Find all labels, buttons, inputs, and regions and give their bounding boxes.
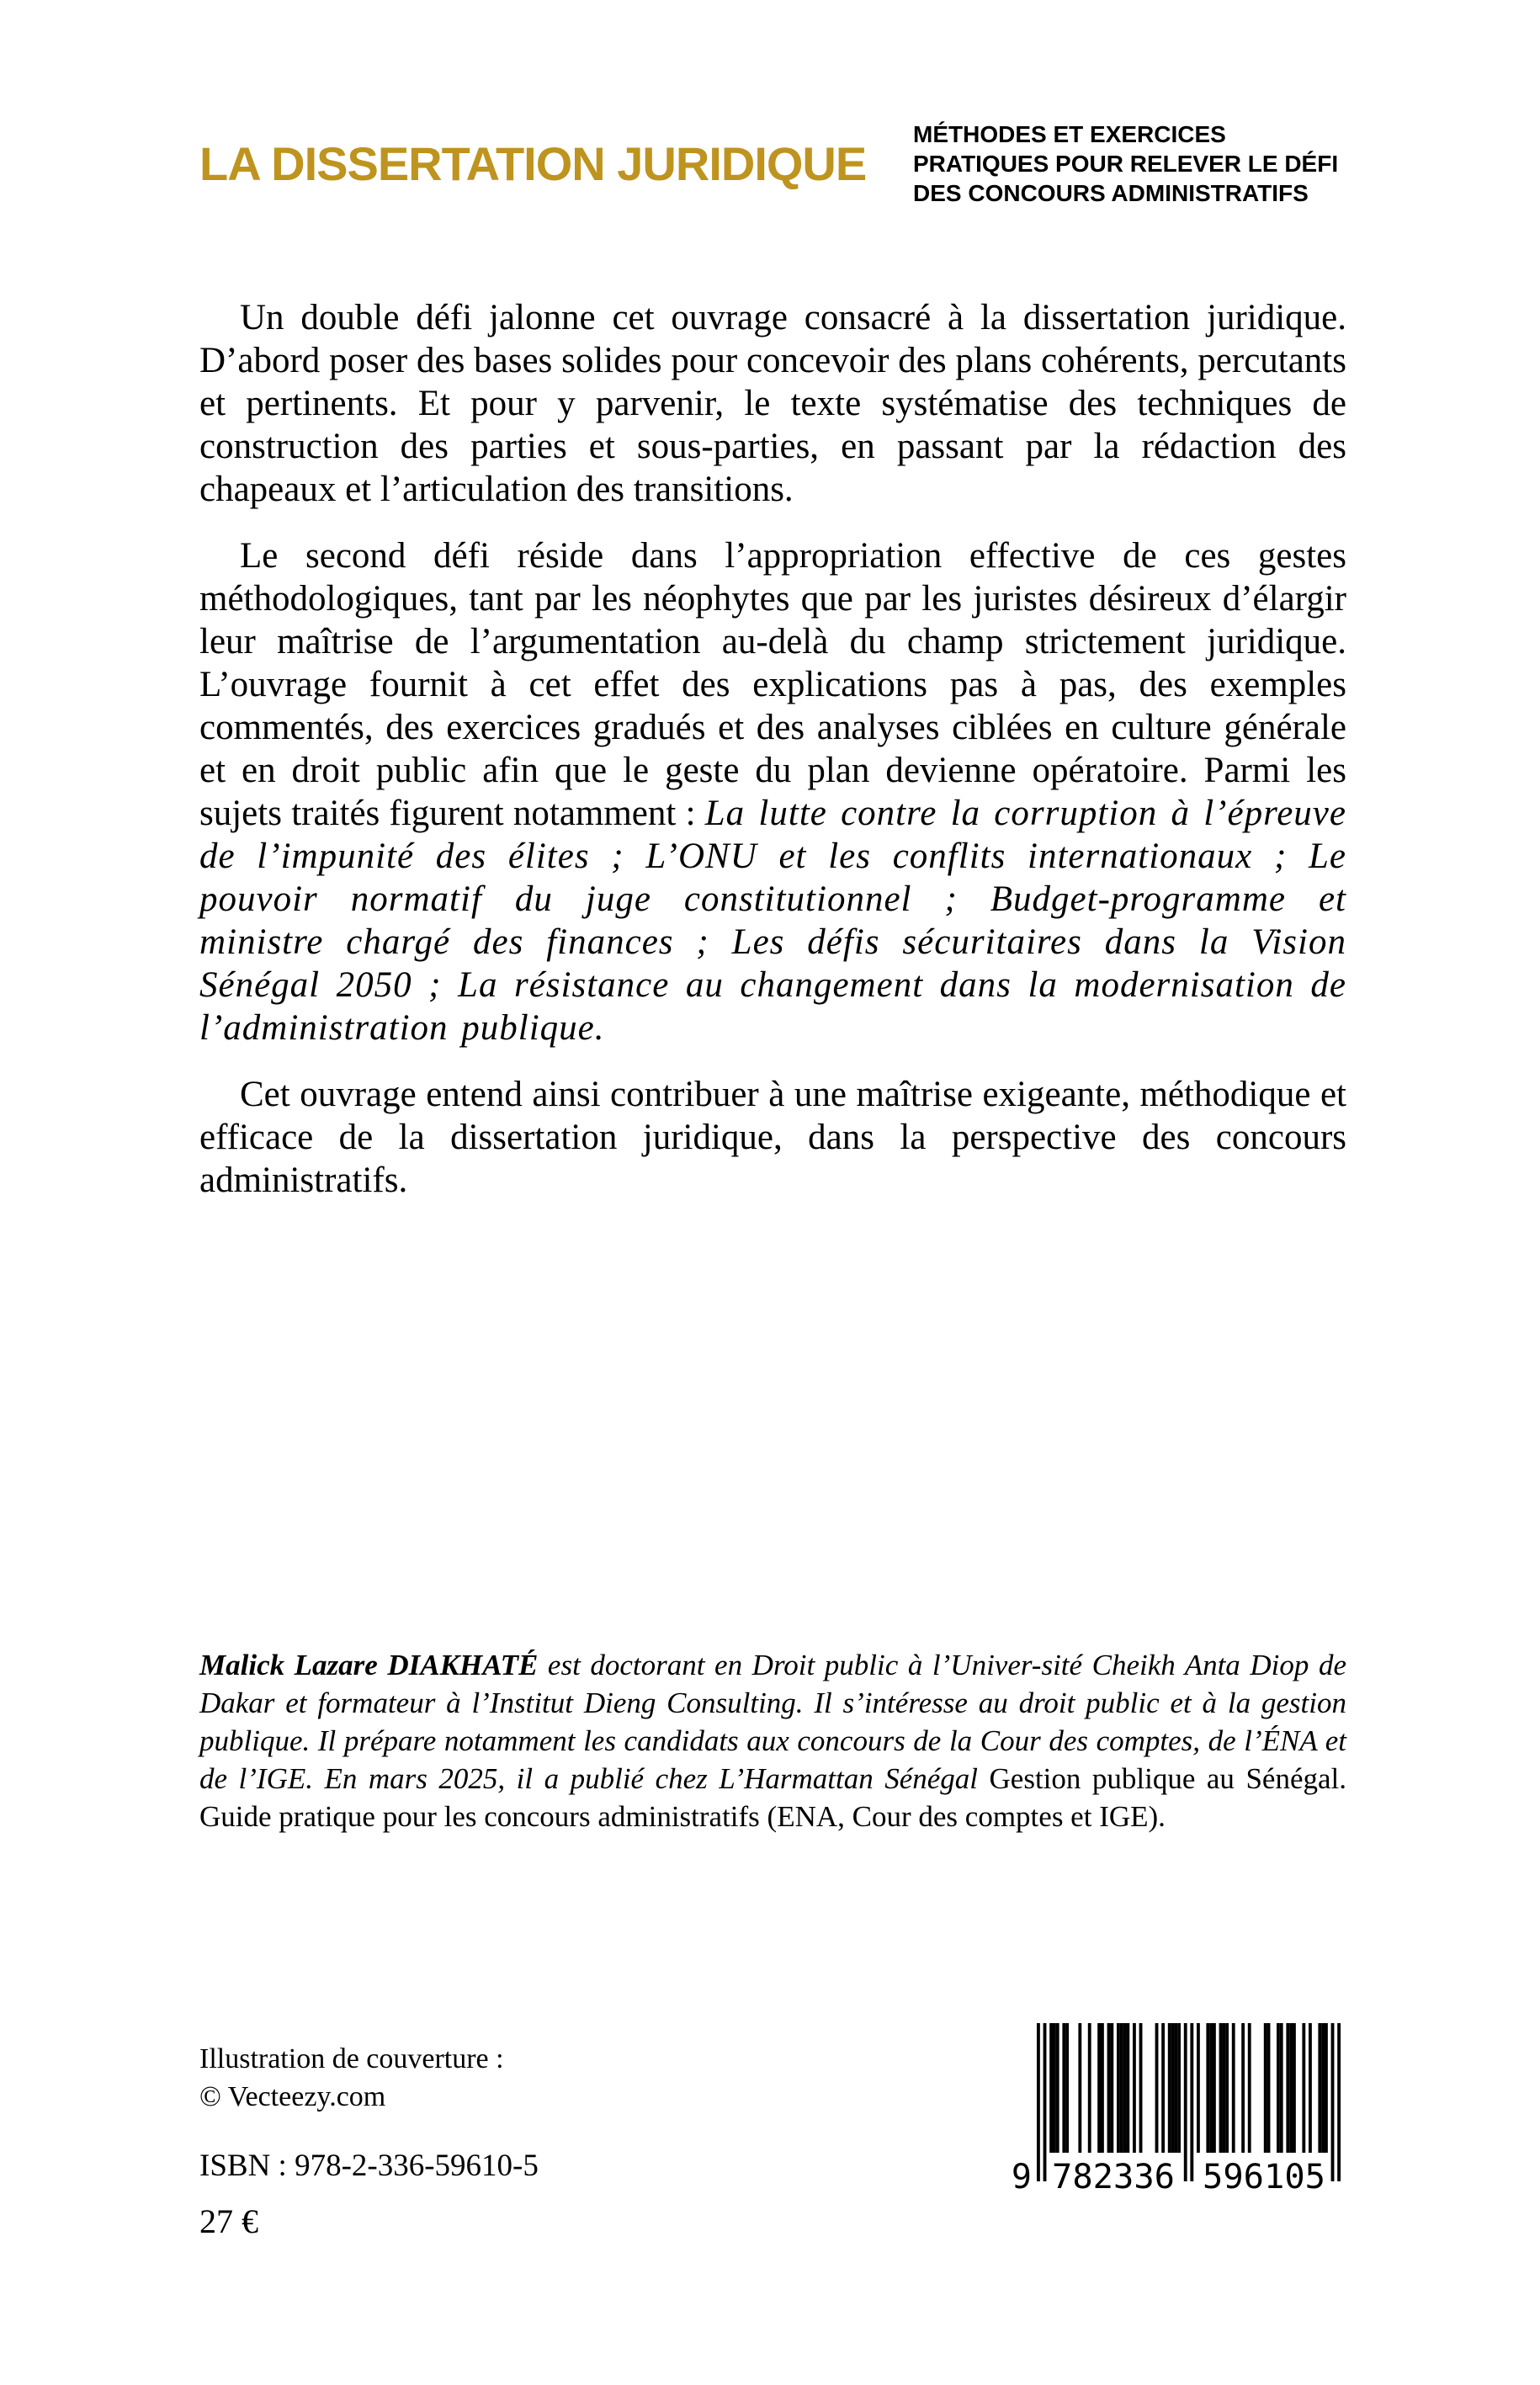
barcode-digits-left: 782336	[1052, 2158, 1175, 2193]
subtitle-line-1: MÉTHODES ET EXERCICES	[913, 121, 1226, 147]
book-subtitle	[913, 120, 1346, 208]
header	[199, 120, 1346, 208]
barcode	[1006, 2023, 1346, 2193]
paragraph-2-roman: Le second défi réside dans l’appropriation effective de ces gestes méthodologiques, tant par les néophytes que par les juristes désireux d’élargir leur maîtrise de l’argumentation au-delà du champ strictement juridique. L’ouvrage fournit à cet effet des explications pas à pas, des exemples commentés, des exercices gradués et des analyses ciblées en culture générale et en droit public afin que le geste du plan devienne opératoire. Parmi les sujets traités figurent notamment :	[199, 536, 1346, 833]
book-title: LA DISSERTATION JURIDIQUE	[199, 137, 867, 190]
illustration-credit-line-1: Illustration de couverture :	[199, 2043, 504, 2074]
paragraph-1: Un double défi jalonne cet ouvrage consacré à la dissertation juridique. D’abord poser des bases solides pour concevoir des plans cohérents, percutants et pertinents. Et pour y parvenir, le texte systématise des techniques de construction des parties et sous-parties, en passant par la rédaction des chapeaux et l’articulation des transitions.	[199, 298, 1346, 509]
paragraph-2	[199, 534, 1346, 1049]
isbn: ISBN : 978-2-336-59610-5	[199, 2149, 539, 2183]
subtitle-line-2: PRATIQUES POUR RELEVER LE DÉFI	[913, 151, 1339, 177]
author-name: Malick Lazare DIAKHATÉ	[199, 1649, 539, 1681]
illustration-credit-line-2: © Vecteezy.com	[199, 2081, 386, 2112]
paragraph-3: Cet ouvrage entend ainsi contribuer à une maîtrise exigeante, méthodique et efficace de la dissertation juridique, dans la perspective des concours administratifs.	[199, 1075, 1346, 1200]
cover-illustration-credit	[199, 2040, 504, 2116]
referenced-book-title: Gestion publique au Sénégal. Guide pratique pour les concours administratifs (ENA, Cour des comptes et IGE).	[199, 1762, 1346, 1833]
barcode-svg	[1006, 2023, 1346, 2193]
author-bio	[199, 1646, 1346, 1835]
author-bio-paragraph	[199, 1646, 1346, 1835]
synopsis	[199, 296, 1346, 1225]
author-bio-text: est doctorant en Droit public à l’Univer-sité Cheikh Anta Diop de Dakar et formateur à l’Institut Dieng Consulting. Il s’intéresse au droit public et à la gestion publique. Il prépare notamment les candidats aux concours de la Cour des comptes, de l’ÉNA et de l’IGE. En mars 2025, il a publié chez L’Harmattan Sénégal	[199, 1649, 1346, 1795]
paragraph-2-topics-italic: La lutte contre la corruption à l’épreuve de l’impunité des élites ; L’ONU et les conflits internationaux ; Le pouvoir normatif du juge constitutionnel ; Budget-programme et ministre chargé des finances ; Les défis sécuritaires dans la Vision Sénégal 2050 ; La résistance au changement dans la modernisation de l’administration publique.	[199, 794, 1346, 1048]
barcode-digits-right: 596105	[1203, 2158, 1325, 2193]
barcode-digit-first: 9	[1011, 2158, 1032, 2193]
price: 27 €	[199, 2202, 258, 2240]
subtitle-line-3: DES CONCOURS ADMINISTRATIFS	[913, 180, 1309, 206]
